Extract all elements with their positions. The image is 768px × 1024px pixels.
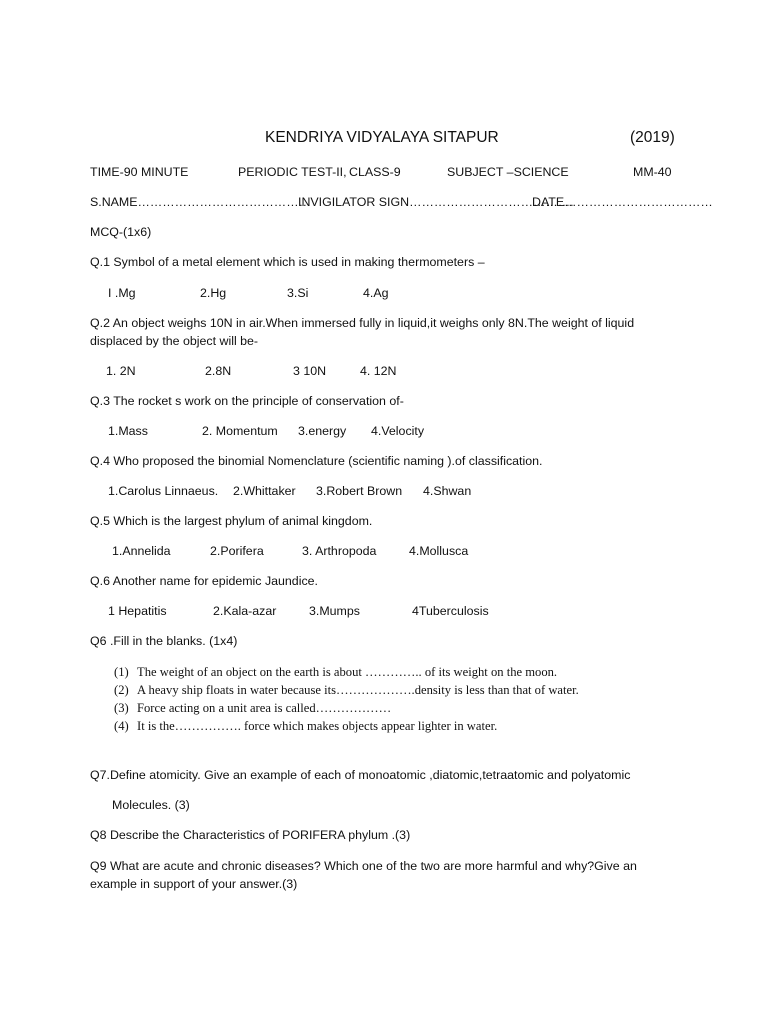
q1-option-3: 3.Si	[287, 286, 309, 300]
exam-year: (2019)	[630, 129, 675, 146]
fill-item-2: A heavy ship floats in water because its……………….density is less than that of water.	[137, 683, 579, 697]
q3-option-4: 4.Velocity	[371, 424, 425, 438]
question-4: Q.4 Who proposed the binomial Nomenclature (scientific naming ).of classification.	[90, 454, 543, 468]
q6-option-2: 2.Kala-azar	[213, 604, 277, 618]
q2-option-3: 3 10N	[293, 364, 327, 378]
exam-class: CLASS-9	[349, 165, 401, 179]
exam-time: TIME-90 MINUTE	[90, 165, 189, 179]
invigilator-sign-field: INVIGILATOR SIGN………………………………….	[298, 195, 574, 209]
q5-option-1: 1.Annelida	[112, 544, 171, 558]
q6-option-1: 1 Hepatitis	[108, 604, 167, 618]
q4-option-2: 2.Whittaker	[233, 484, 296, 498]
q2-option-1: 1. 2N	[106, 364, 136, 378]
q2-option-2: 2.8N	[205, 364, 232, 378]
fill-item-2-number: (2)	[114, 683, 129, 697]
fill-blanks-heading: Q6 .Fill in the blanks. (1x4)	[90, 634, 238, 648]
q3-option-1: 1.Mass	[108, 424, 148, 438]
question-2-line-2: displaced by the object will be-	[90, 334, 259, 348]
question-1: Q.1 Symbol of a metal element which is used in making thermometers –	[90, 255, 485, 269]
q6-option-3: 3.Mumps	[309, 604, 360, 618]
mcq-heading: MCQ-(1x6)	[90, 225, 152, 239]
q2-option-4: 4. 12N	[360, 364, 397, 378]
fill-item-1-number: (1)	[114, 665, 129, 679]
fill-item-1: The weight of an object on the earth is about ………….. of its weight on the moon.	[137, 665, 558, 679]
q5-option-2: 2.Porifera	[210, 544, 264, 558]
question-9-line-1: Q9 What are acute and chronic diseases? Which one of the two are more harmful and why?Give an	[90, 859, 637, 873]
fill-item-3: Force acting on a unit area is called………………	[137, 701, 392, 715]
q4-option-1: 1.Carolus Linnaeus.	[108, 484, 219, 498]
q3-option-3: 3.energy	[298, 424, 347, 438]
date-field: DATE………………………………	[532, 195, 713, 209]
fill-item-4-number: (4)	[114, 719, 129, 733]
question-3: Q.3 The rocket s work on the principle of conservation of-	[90, 394, 404, 408]
question-2-line-1: Q.2 An object weighs 10N in air.When immersed fully in liquid,it weighs only 8N.The weight of liquid	[90, 316, 635, 330]
q4-option-4: 4.Shwan	[423, 484, 472, 498]
q4-option-3: 3.Robert Brown	[316, 484, 403, 498]
q5-option-4: 4.Mollusca	[409, 544, 469, 558]
fill-item-3-number: (3)	[114, 701, 129, 715]
q3-option-2: 2. Momentum	[202, 424, 278, 438]
max-marks: MM-40	[633, 165, 672, 179]
q5-option-3: 3. Arthropoda	[302, 544, 377, 558]
question-7-line-1: Q7.Define atomicity. Give an example of each of monoatomic ,diatomic,tetraatomic and polyatomic	[90, 768, 631, 782]
q1-option-4: 4.Ag	[363, 286, 389, 300]
question-9-line-2: example in support of your answer.(3)	[90, 877, 298, 891]
q6-option-4: 4Tuberculosis	[412, 604, 489, 618]
question-5: Q.5 Which is the largest phylum of animal kingdom.	[90, 514, 373, 528]
exam-subject: SUBJECT –SCIENCE	[447, 165, 569, 179]
exam-test: PERIODIC TEST-II,	[238, 165, 347, 179]
school-title: KENDRIYA VIDYALAYA SITAPUR	[265, 129, 499, 146]
question-7-line-2: Molecules. (3)	[112, 798, 190, 812]
q1-option-1: I .Mg	[108, 286, 136, 300]
q1-option-2: 2.Hg	[200, 286, 227, 300]
question-6: Q.6 Another name for epidemic Jaundice.	[90, 574, 318, 588]
fill-item-4: It is the……………. force which makes objects appear lighter in water.	[137, 719, 498, 733]
student-name-field: S.NAME……………………………………	[90, 195, 311, 209]
question-8: Q8 Describe the Characteristics of PORIFERA phylum .(3)	[90, 828, 411, 842]
